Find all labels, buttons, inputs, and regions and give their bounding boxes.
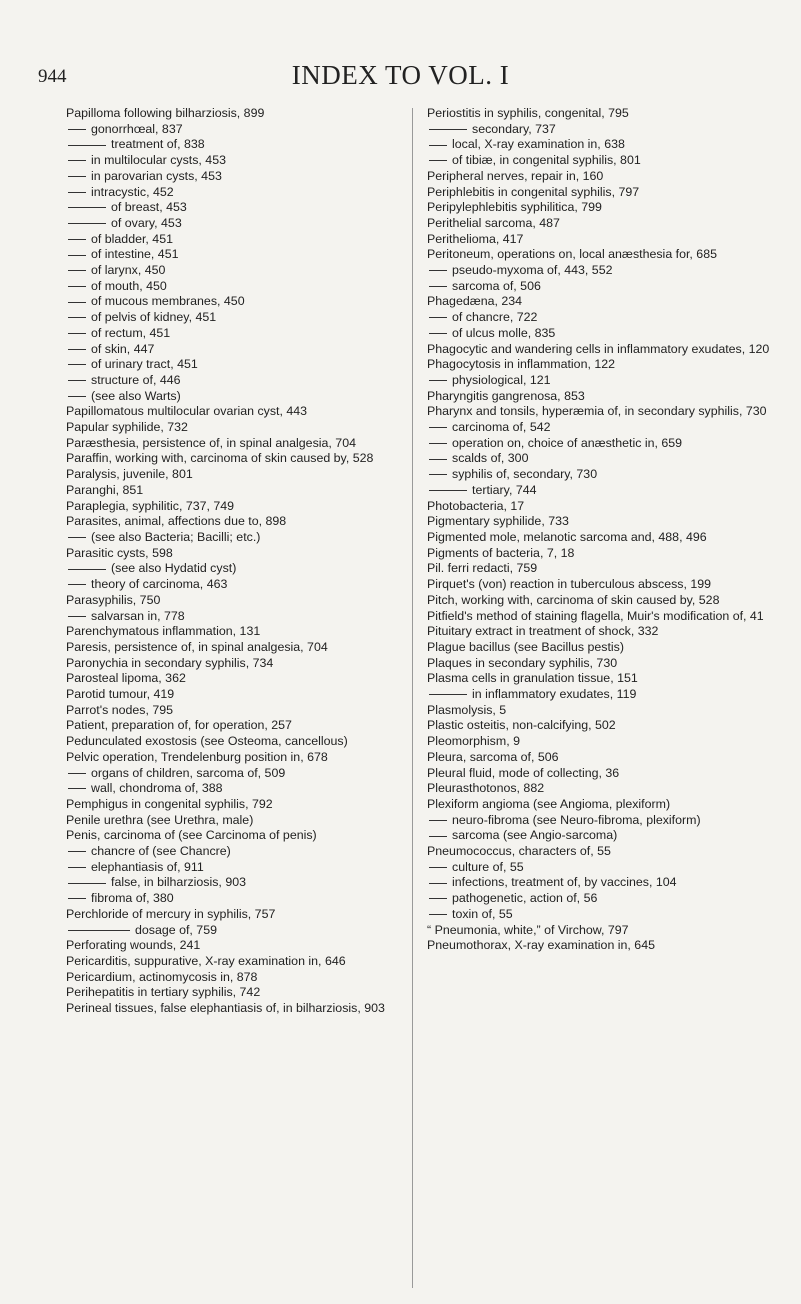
index-entry <box>66 247 426 263</box>
index-entry <box>427 483 787 499</box>
repeat-dash <box>68 192 86 193</box>
index-entry <box>427 200 787 216</box>
index-entry-text: Papilloma following bilharziosis, 899 <box>66 106 265 120</box>
index-entry <box>66 404 426 420</box>
index-entry <box>66 389 426 405</box>
index-entry <box>427 106 787 122</box>
repeat-dash <box>68 302 86 303</box>
index-entry <box>66 640 426 656</box>
repeat-dash <box>68 396 86 397</box>
index-column-left <box>66 106 426 1017</box>
repeat-dash <box>68 851 86 852</box>
index-entry-text: (see also Warts) <box>91 388 181 403</box>
repeat-dash <box>68 584 86 585</box>
index-entry-text: Penile urethra (see Urethra, male) <box>66 812 254 827</box>
index-entry-text: of pelvis of kidney, 451 <box>91 310 217 325</box>
index-entry <box>66 813 426 829</box>
index-entry <box>66 907 426 923</box>
index-entry <box>66 310 426 326</box>
index-entry <box>427 546 787 562</box>
index-entry <box>427 451 787 467</box>
index-entry-text: structure of, 446 <box>91 372 181 387</box>
index-entry-text: of intestine, 451 <box>91 247 179 262</box>
index-entry <box>66 970 426 986</box>
repeat-dash <box>68 773 86 774</box>
repeat-dash <box>429 317 447 318</box>
index-entry-text: Paraffin, working with, carcinoma of skin caused by, 528 <box>66 451 374 466</box>
index-entry <box>427 216 787 232</box>
index-entry <box>66 671 426 687</box>
index-entry-text: Perforating wounds, 241 <box>66 938 201 953</box>
index-entry-text: wall, chondroma of, 388 <box>91 781 223 796</box>
index-entry <box>66 294 426 310</box>
index-entry <box>66 561 426 577</box>
repeat-dash <box>68 867 86 868</box>
index-entry-text: Plasma cells in granulation tissue, 151 <box>427 671 638 686</box>
index-entry-text: carcinoma of, 542 <box>452 420 551 435</box>
index-entry-text: of rectum, 451 <box>91 325 171 340</box>
repeat-dash <box>429 490 467 491</box>
index-entry <box>66 216 426 232</box>
index-entry-text: dosage of, 759 <box>135 922 217 937</box>
repeat-dash <box>429 443 447 444</box>
repeat-dash <box>429 145 447 146</box>
index-entry-text: Pigmentary syphilide, 733 <box>427 514 569 529</box>
index-entry <box>427 404 787 420</box>
index-entry <box>427 609 787 625</box>
index-entry-text: elephantiasis of, 911 <box>91 859 204 874</box>
index-entry <box>66 326 426 342</box>
index-entry-text: Photobacteria, 17 <box>427 498 525 513</box>
index-entry-text: Pleural fluid, mode of collecting, 36 <box>427 765 620 780</box>
repeat-dash <box>429 820 447 821</box>
index-entry-text: Papillomatous multilocular ovarian cyst, 443 <box>66 404 308 419</box>
index-entry-text: Periphlebitis in congenital syphilis, 797 <box>427 184 640 199</box>
index-entry <box>427 357 787 373</box>
index-entry-text: Paraplegia, syphilitic, 737, 749 <box>66 498 235 513</box>
index-entry <box>66 342 426 358</box>
index-entry-text: of chancre, 722 <box>452 310 538 325</box>
index-entry-text: Parosteal lipoma, 362 <box>66 671 186 686</box>
index-entry <box>427 279 787 295</box>
index-entry <box>66 593 426 609</box>
index-entry-text: (see also Bacteria; Bacilli; etc.) <box>91 529 261 544</box>
index-entry <box>66 499 426 515</box>
index-entry <box>66 420 426 436</box>
index-entry <box>66 1001 426 1017</box>
index-entry <box>66 106 426 122</box>
index-entry <box>66 357 426 373</box>
repeat-dash <box>429 836 447 837</box>
repeat-dash <box>429 333 447 334</box>
repeat-dash <box>68 616 86 617</box>
repeat-dash <box>429 867 447 868</box>
repeat-dash <box>429 914 447 915</box>
index-entry-text: Phagocytosis in inflammation, 122 <box>427 357 616 372</box>
index-entry <box>66 985 426 1001</box>
repeat-dash <box>429 286 447 287</box>
repeat-dash <box>68 255 86 256</box>
repeat-dash <box>429 459 447 460</box>
page-header <box>0 60 801 92</box>
page-number: 944 <box>38 66 67 87</box>
index-entry <box>66 279 426 295</box>
index-entry <box>427 781 787 797</box>
index-entry-text: Perchloride of mercury in syphilis, 757 <box>66 906 276 921</box>
index-entry-text: Perineal tissues, false elephantiasis of, in bilharziosis, 903 <box>66 1001 385 1016</box>
index-entry-text: Peripheral nerves, repair in, 160 <box>427 168 604 183</box>
repeat-dash <box>68 537 86 538</box>
index-entry-text: syphilis of, secondary, 730 <box>452 467 598 482</box>
repeat-dash <box>68 364 86 365</box>
index-entry <box>427 420 787 436</box>
index-entry-text: sarcoma (see Angio-sarcoma) <box>452 828 618 843</box>
index-entry <box>427 326 787 342</box>
index-entry <box>427 766 787 782</box>
index-entry-text: toxin of, 55 <box>452 906 513 921</box>
index-entry <box>427 499 787 515</box>
index-entry-text: of bladder, 451 <box>91 231 173 246</box>
page-title: INDEX TO VOL. I <box>291 60 510 90</box>
index-entry <box>427 561 787 577</box>
index-entry <box>66 687 426 703</box>
index-entry <box>427 530 787 546</box>
index-entry <box>427 263 787 279</box>
index-entry <box>66 373 426 389</box>
index-entry-text: Pneumothorax, X-ray examination in, 645 <box>427 938 655 953</box>
index-entry <box>427 891 787 907</box>
repeat-dash <box>429 380 447 381</box>
repeat-dash <box>68 239 86 240</box>
index-entry <box>427 467 787 483</box>
index-entry <box>427 514 787 530</box>
index-entry-text: Pemphigus in congenital syphilis, 792 <box>66 796 273 811</box>
repeat-dash <box>429 883 447 884</box>
index-entry <box>66 263 426 279</box>
index-entry <box>427 734 787 750</box>
index-entry <box>427 373 787 389</box>
index-entry-text: Pharynx and tonsils, hyperæmia of, in secondary syphilis, 730 <box>427 404 767 419</box>
index-entry-text: Penis, carcinoma of (see Carcinoma of penis) <box>66 828 317 843</box>
repeat-dash <box>429 427 447 428</box>
index-entry-text: pseudo-myxoma of, 443, 552 <box>452 263 613 278</box>
index-entry-text: Parenchymatous inflammation, 131 <box>66 624 261 639</box>
index-entry-text: Paralysis, juvenile, 801 <box>66 467 193 482</box>
index-entry-text: Periostitis in syphilis, congenital, 795 <box>427 106 629 120</box>
index-entry <box>66 232 426 248</box>
index-entry-text: secondary, 737 <box>472 121 556 136</box>
index-entry <box>66 860 426 876</box>
index-entry-text: (see also Hydatid cyst) <box>111 561 237 576</box>
index-entry-text: Phagedæna, 234 <box>427 294 523 309</box>
index-entry-text: Pigmented mole, melanotic sarcoma and, 488, 496 <box>427 529 707 544</box>
repeat-dash <box>429 474 447 475</box>
index-entry-text: Paronychia in secondary syphilis, 734 <box>66 655 274 670</box>
index-entry-text: Plastic osteitis, non-calcifying, 502 <box>427 718 616 733</box>
index-entry-text: chancre of (see Chancre) <box>91 844 231 859</box>
index-entry <box>66 828 426 844</box>
index-entry <box>66 938 426 954</box>
index-entry-text: Pharyngitis gangrenosa, 853 <box>427 388 585 403</box>
index-entry <box>427 703 787 719</box>
repeat-dash <box>68 145 106 146</box>
index-column-right <box>427 106 787 954</box>
index-entry-text: Parasitic cysts, 598 <box>66 545 173 560</box>
index-entry-text: “ Pneumonia, white,” of Virchow, 797 <box>427 922 629 937</box>
index-entry <box>427 875 787 891</box>
index-entry-text: Plaques in secondary syphilis, 730 <box>427 655 618 670</box>
index-entry-text: Pleomorphism, 9 <box>427 734 520 749</box>
index-entry <box>427 310 787 326</box>
index-entry <box>66 185 426 201</box>
index-entry-text: theory of carcinoma, 463 <box>91 577 228 592</box>
index-entry <box>427 185 787 201</box>
index-entry-text: Pitfield's method of staining flagella, Muir's modification of, 41 <box>427 608 764 623</box>
index-entry <box>66 122 426 138</box>
index-entry <box>66 923 426 939</box>
index-entry <box>66 467 426 483</box>
index-entry <box>66 844 426 860</box>
index-entry-text: Pigments of bacteria, 7, 18 <box>427 545 575 560</box>
index-entry <box>66 169 426 185</box>
repeat-dash <box>68 286 86 287</box>
index-entry <box>427 907 787 923</box>
index-entry <box>427 656 787 672</box>
index-entry <box>427 923 787 939</box>
index-entry-text: Pirquet's (von) reaction in tuberculous abscess, 199 <box>427 577 712 592</box>
index-entry-text: Patient, preparation of, for operation, 257 <box>66 718 292 733</box>
index-entry <box>427 938 787 954</box>
index-entry-text: in parovarian cysts, 453 <box>91 168 222 183</box>
index-entry <box>66 781 426 797</box>
index-entry <box>427 169 787 185</box>
index-entry-text: scalds of, 300 <box>452 451 529 466</box>
index-entry-text: Pelvic operation, Trendelenburg position in, 678 <box>66 749 328 764</box>
index-entry <box>66 514 426 530</box>
index-entry <box>66 891 426 907</box>
repeat-dash <box>68 270 86 271</box>
index-entry-text: in multilocular cysts, 453 <box>91 153 226 168</box>
index-entry-text: local, X-ray examination in, 638 <box>452 137 625 152</box>
index-entry <box>66 137 426 153</box>
repeat-dash <box>68 883 106 884</box>
index-entry <box>427 750 787 766</box>
index-entry-text: Pedunculated exostosis (see Osteoma, cancellous) <box>66 734 348 749</box>
index-entry-text: neuro-fibroma (see Neuro-fibroma, plexiform) <box>452 812 701 827</box>
index-entry <box>66 797 426 813</box>
index-entry-text: Pitch, working with, carcinoma of skin caused by, 528 <box>427 592 720 607</box>
index-entry-text: Perithelial sarcoma, 487 <box>427 215 560 230</box>
index-entry <box>427 640 787 656</box>
repeat-dash <box>68 380 86 381</box>
index-entry-text: Pericarditis, suppurative, X-ray examination in, 646 <box>66 953 346 968</box>
repeat-dash <box>429 270 447 271</box>
index-entry-text: of skin, 447 <box>91 341 155 356</box>
index-entry <box>66 436 426 452</box>
index-entry-text: organs of children, sarcoma of, 509 <box>91 765 286 780</box>
repeat-dash <box>429 694 467 695</box>
index-entry-text: Paræsthesia, persistence of, in spinal analgesia, 704 <box>66 435 356 450</box>
index-entry-text: sarcoma of, 506 <box>452 278 541 293</box>
index-entry-text: Plexiform angioma (see Angioma, plexiform) <box>427 796 671 811</box>
index-entry <box>427 436 787 452</box>
index-entry-text: physiological, 121 <box>452 372 551 387</box>
repeat-dash <box>68 898 86 899</box>
index-entry-text: Parasites, animal, affections due to, 898 <box>66 514 287 529</box>
index-entry <box>66 451 426 467</box>
index-entry <box>427 122 787 138</box>
index-entry-text: intracystic, 452 <box>91 184 174 199</box>
index-entry-text: in inflammatory exudates, 119 <box>472 687 637 702</box>
index-entry-text: Pleura, sarcoma of, 506 <box>427 749 559 764</box>
index-entry <box>427 718 787 734</box>
index-entry <box>427 153 787 169</box>
repeat-dash <box>68 317 86 318</box>
index-entry <box>66 718 426 734</box>
index-entry <box>66 609 426 625</box>
index-entry-text: gonorrhœal, 837 <box>91 121 183 136</box>
index-entry <box>66 766 426 782</box>
index-entry-text: Pneumococcus, characters of, 55 <box>427 844 611 859</box>
index-entry <box>66 750 426 766</box>
index-entry <box>427 232 787 248</box>
repeat-dash <box>68 788 86 789</box>
repeat-dash <box>68 129 86 130</box>
repeat-dash <box>68 930 130 931</box>
index-entry <box>66 734 426 750</box>
index-entry-text: pathogenetic, action of, 56 <box>452 891 598 906</box>
index-entry-text: Paresis, persistence of, in spinal analgesia, 704 <box>66 639 328 654</box>
index-entry-text: of ulcus molle, 835 <box>452 325 556 340</box>
index-entry <box>427 813 787 829</box>
index-entry <box>66 483 426 499</box>
index-entry <box>427 247 787 263</box>
repeat-dash <box>68 333 86 334</box>
index-entry <box>66 577 426 593</box>
index-entry-text: Plague bacillus (see Bacillus pestis) <box>427 639 624 654</box>
index-entry <box>427 860 787 876</box>
index-entry-text: Perihepatitis in tertiary syphilis, 742 <box>66 985 261 1000</box>
index-entry <box>427 593 787 609</box>
index-entry-text: operation on, choice of anæsthetic in, 659 <box>452 435 683 450</box>
index-entry-text: Parotid tumour, 419 <box>66 687 175 702</box>
index-entry-text: of urinary tract, 451 <box>91 357 198 372</box>
index-entry <box>427 687 787 703</box>
repeat-dash <box>68 349 86 350</box>
index-entry-text: fibroma of, 380 <box>91 891 174 906</box>
repeat-dash <box>429 160 447 161</box>
index-entry-text: of mucous membranes, 450 <box>91 294 245 309</box>
repeat-dash <box>429 898 447 899</box>
index-entry <box>66 546 426 562</box>
index-entry-text: tertiary, 744 <box>472 482 537 497</box>
repeat-dash <box>68 569 106 570</box>
index-entry-text: Pleurasthotonos, 882 <box>427 781 545 796</box>
index-entry <box>427 137 787 153</box>
index-entry <box>427 624 787 640</box>
index-entry-text: false, in bilharziosis, 903 <box>111 875 246 890</box>
index-entry-text: Paranghi, 851 <box>66 482 144 497</box>
index-entry <box>66 875 426 891</box>
index-entry <box>427 389 787 405</box>
repeat-dash <box>68 176 86 177</box>
index-entry <box>427 294 787 310</box>
index-entry-text: Perithelioma, 417 <box>427 231 524 246</box>
index-entry-text: Peripylephlebitis syphilitica, 799 <box>427 200 602 215</box>
index-entry-text: of larynx, 450 <box>91 263 166 278</box>
index-entry-text: Phagocytic and wandering cells in inflammatory exudates, 120 <box>427 341 770 356</box>
repeat-dash <box>429 129 467 130</box>
index-entry-text: infections, treatment of, by vaccines, 104 <box>452 875 677 890</box>
index-entry <box>427 844 787 860</box>
index-entry-text: of mouth, 450 <box>91 278 167 293</box>
index-entry-text: Papular syphilide, 732 <box>66 420 188 435</box>
repeat-dash <box>68 223 106 224</box>
index-entry <box>427 797 787 813</box>
index-entry <box>66 530 426 546</box>
index-entry <box>427 577 787 593</box>
index-entry-text: of ovary, 453 <box>111 215 182 230</box>
index-entry <box>66 153 426 169</box>
index-entry <box>427 342 787 358</box>
column-divider <box>412 108 413 1288</box>
repeat-dash <box>68 207 106 208</box>
repeat-dash <box>68 160 86 161</box>
index-entry-text: culture of, 55 <box>452 859 524 874</box>
index-entry-text: Parasyphilis, 750 <box>66 592 161 607</box>
index-entry-text: salvarsan in, 778 <box>91 608 185 623</box>
index-entry <box>66 656 426 672</box>
index-entry <box>427 671 787 687</box>
index-entry-text: treatment of, 838 <box>111 137 205 152</box>
index-entry-text: Pituitary extract in treatment of shock, 332 <box>427 624 659 639</box>
index-entry-text: Peritoneum, operations on, local anæsthesia for, 685 <box>427 247 717 262</box>
index-entry <box>66 954 426 970</box>
index-entry-text: Parrot's nodes, 795 <box>66 702 174 717</box>
index-entry <box>427 828 787 844</box>
index-entry <box>66 200 426 216</box>
index-entry <box>66 624 426 640</box>
index-entry-text: of tibiæ, in congenital syphilis, 801 <box>452 153 641 168</box>
index-entry <box>66 703 426 719</box>
index-entry-text: Plasmolysis, 5 <box>427 702 507 717</box>
index-entry-text: Pil. ferri redacti, 759 <box>427 561 538 576</box>
index-entry-text: Pericardium, actinomycosis in, 878 <box>66 969 258 984</box>
index-entry-text: of breast, 453 <box>111 200 187 215</box>
